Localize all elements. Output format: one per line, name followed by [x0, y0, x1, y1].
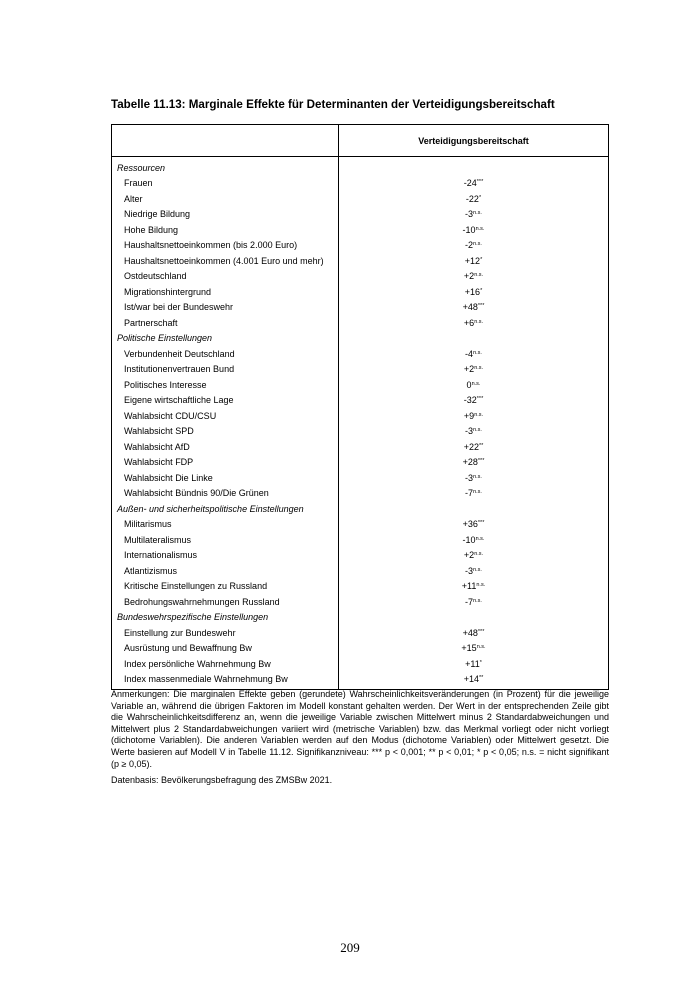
variable-label: Verbundenheit Deutschland	[124, 348, 235, 359]
variable-label: Internationalismus	[124, 550, 198, 561]
table-cell-label	[112, 470, 339, 486]
significance-marker: n.s.	[473, 473, 482, 480]
significance-marker: ***	[477, 628, 485, 635]
significance-marker: n.s.	[475, 535, 485, 542]
significance-marker: n.s.	[474, 272, 484, 279]
table-row	[112, 424, 609, 440]
significance-marker: **	[479, 675, 484, 682]
variable-label: Wahlabsicht CDU/CSU	[124, 410, 217, 421]
significance-marker: n.s.	[474, 365, 484, 372]
table-cell-label	[112, 486, 339, 502]
table-cell-label	[112, 176, 339, 192]
table-cell-value	[339, 300, 609, 316]
table-row	[112, 486, 609, 502]
table-row	[112, 377, 609, 393]
table-row	[112, 579, 609, 595]
significance-marker: n.s.	[473, 597, 482, 604]
table-cell-value	[339, 238, 609, 254]
significance-marker: **	[479, 442, 484, 449]
table-header-empty-cell	[112, 125, 339, 157]
table-row	[112, 222, 609, 238]
significance-marker: ***	[477, 520, 485, 527]
table-row	[112, 517, 609, 533]
group-label: Bundeswehrspezifische Einstellungen	[117, 612, 269, 623]
table-cell-label	[112, 656, 339, 672]
table-cell-label	[112, 362, 339, 378]
table-cell-label	[112, 672, 339, 690]
variable-label: Wahlabsicht SPD	[124, 426, 194, 437]
effect-value: +48	[462, 627, 478, 638]
table-cell-label	[112, 408, 339, 424]
significance-marker: n.s.	[473, 241, 482, 248]
table-cell-value	[339, 269, 609, 285]
table-cell-label	[112, 377, 339, 393]
variable-label: Kritische Einstellungen zu Russland	[124, 581, 268, 592]
variable-label: Wahlabsicht Die Linke	[124, 472, 213, 483]
table-row	[112, 672, 609, 690]
significance-marker: n.s.	[473, 349, 482, 356]
significance-marker: ***	[477, 458, 485, 465]
table-cell-value	[339, 439, 609, 455]
significance-marker: ***	[476, 396, 484, 403]
table-cell-label	[112, 191, 339, 207]
variable-label: Niedrige Bildung	[124, 209, 191, 220]
table-cell-label	[112, 207, 339, 223]
table-cell-label	[112, 157, 339, 176]
effect-value: +36	[462, 519, 478, 530]
table-cell-value	[339, 315, 609, 331]
table-row	[112, 625, 609, 641]
significance-marker: *	[479, 659, 482, 666]
significance-marker: n.s.	[474, 411, 484, 418]
table-cell-label	[112, 315, 339, 331]
page-number: 209	[340, 940, 360, 955]
table-cell-label	[112, 284, 339, 300]
table-header-row	[112, 125, 609, 157]
table-cell-value	[339, 331, 609, 347]
table-cell-label	[112, 455, 339, 471]
table-cell-label	[112, 594, 339, 610]
data-source: Datenbasis: Bevölkerungsbefragung des ZMSBw 2021.	[111, 775, 333, 785]
table-cell-value	[339, 362, 609, 378]
effect-value: +11	[461, 581, 477, 592]
effect-value: -32	[463, 395, 477, 406]
effect-value: -22	[465, 193, 479, 204]
effect-value: +12	[464, 255, 481, 266]
table-cell-value	[339, 408, 609, 424]
effect-value: -2	[465, 240, 474, 251]
table-cell-value	[339, 346, 609, 362]
effect-value: -7	[465, 488, 474, 499]
effect-value: -3	[465, 426, 474, 437]
table-row	[112, 284, 609, 300]
table-cell-label	[112, 625, 339, 641]
variable-label: Einstellung zur Bundeswehr	[124, 627, 236, 638]
effect-value: +28	[462, 457, 478, 468]
effect-value: +48	[462, 302, 478, 313]
variable-label: Multilateralismus	[124, 534, 192, 545]
effect-value: +16	[464, 286, 481, 297]
significance-marker: n.s.	[473, 566, 482, 573]
effect-value: -7	[465, 596, 474, 607]
variable-label: Frauen	[124, 178, 153, 189]
table-row	[112, 300, 609, 316]
group-label: Außen- und sicherheitspolitische Einstellungen	[117, 503, 304, 514]
table-cell-value	[339, 253, 609, 269]
table-notes: Anmerkungen: Die marginalen Effekte geben (gerundete) Wahrscheinlichkeitsveränderungen (in Prozent) für die jeweilige Variable an, während die übrigen Faktoren im Modell konstant gehalten werden. Der Wert in der entsprechenden Zeile gibt die Wahrscheinlichkeitsdifferenz an, wenn die jeweilige Variable zwischen Mittelwert minus 2 Standardabweichungen und Mittelwert plus 2 Standardabweichungen variiert wird (metrische Variablen) bzw. das Merkmal vorliegt oder nicht vorliegt (dichotome Variablen). Die anderen Variablen werden auf den Modus (dichotome Variablen) oder Mittelwert gesetzt. Die Werte basieren auf Modell V in Tabelle 11.12. Signifikanzniveau: *** p < 0,001; ** p < 0,01; * p < 0,05; n.s. = nicht signifikant (p ≥ 0,05).	[111, 689, 609, 769]
significance-marker: *	[480, 287, 483, 294]
table-cell-label	[112, 501, 339, 517]
significance-marker: n.s.	[476, 582, 486, 589]
effect-value: +2	[463, 550, 475, 561]
variable-label: Index massenmediale Wahrnehmung Bw	[124, 674, 288, 685]
significance-marker: n.s.	[473, 489, 482, 496]
table-row	[112, 641, 609, 657]
variable-label: Politisches Interesse	[124, 379, 207, 390]
group-label: Ressourcen	[117, 162, 166, 173]
table-cell-value	[339, 377, 609, 393]
effect-value: +2	[463, 271, 475, 282]
table-row	[112, 656, 609, 672]
table-cell-value	[339, 641, 609, 657]
table-body	[112, 157, 609, 690]
table-cell-label	[112, 253, 339, 269]
effect-value: +11	[465, 658, 480, 669]
table-cell-label	[112, 548, 339, 564]
table-cell-value	[339, 284, 609, 300]
effect-value: +15	[461, 643, 477, 654]
table-row	[112, 238, 609, 254]
significance-marker: n.s.	[473, 427, 482, 434]
effect-value: -4	[465, 348, 474, 359]
variable-label: Haushaltsnettoeinkommen (4.001 Euro und mehr)	[124, 255, 324, 266]
table-cell-value	[339, 176, 609, 192]
variable-label: Ostdeutschland	[124, 271, 187, 282]
table-row	[112, 455, 609, 471]
table-row	[112, 439, 609, 455]
table-group-row	[112, 610, 609, 626]
table-row	[112, 393, 609, 409]
table-cell-label	[112, 269, 339, 285]
group-label: Politische Einstellungen	[117, 333, 213, 344]
significance-marker: n.s.	[474, 551, 484, 558]
significance-marker: n.s.	[471, 380, 481, 387]
table-row	[112, 532, 609, 548]
variable-label: Bedrohungswahrnehmungen Russland	[124, 596, 280, 607]
table-cell-value	[339, 548, 609, 564]
significance-marker: *	[478, 194, 482, 201]
table-cell-value	[339, 579, 609, 595]
variable-label: Wahlabsicht AfD	[124, 441, 190, 452]
table-cell-label	[112, 393, 339, 409]
table-title: Tabelle 11.13: Marginale Effekte für Determinanten der Verteidigungsbereitschaft	[111, 98, 555, 111]
table-row	[112, 408, 609, 424]
variable-label: Partnerschaft	[124, 317, 178, 328]
effect-value: +9	[463, 410, 475, 421]
effect-value: -24	[463, 178, 477, 189]
table-cell-value	[339, 424, 609, 440]
effect-value: -3	[465, 565, 474, 576]
table-row	[112, 253, 609, 269]
table-row	[112, 346, 609, 362]
effect-value: -3	[465, 209, 474, 220]
table-cell-value	[339, 486, 609, 502]
table-row	[112, 470, 609, 486]
variable-label: Institutionenvertrauen Bund	[124, 364, 235, 375]
table-cell-label	[112, 439, 339, 455]
table-cell-value	[339, 610, 609, 626]
table-cell-label	[112, 346, 339, 362]
table-cell-label	[112, 238, 339, 254]
table-cell-label	[112, 532, 339, 548]
significance-marker: n.s.	[474, 318, 484, 325]
table-cell-label	[112, 222, 339, 238]
table-cell-value	[339, 470, 609, 486]
variable-label: Atlantizismus	[124, 565, 178, 576]
table-row	[112, 269, 609, 285]
table-cell-value	[339, 594, 609, 610]
table-row	[112, 315, 609, 331]
table-row	[112, 207, 609, 223]
significance-marker: n.s.	[473, 210, 482, 217]
significance-marker: *	[480, 256, 483, 263]
effect-value: -10	[462, 224, 476, 235]
table-row	[112, 362, 609, 378]
variable-label: Hohe Bildung	[124, 224, 179, 235]
table-cell-label	[112, 331, 339, 347]
table-cell-value	[339, 532, 609, 548]
variable-label: Ist/war bei der Bundeswehr	[124, 302, 234, 313]
table-cell-label	[112, 641, 339, 657]
variable-label: Haushaltsnettoeinkommen (bis 2.000 Euro)	[124, 240, 298, 251]
table-cell-value	[339, 563, 609, 579]
variable-label: Migrationshintergrund	[124, 286, 212, 297]
variable-label: Militarismus	[124, 519, 172, 530]
effect-value: +2	[463, 364, 475, 375]
table-group-row	[112, 157, 609, 176]
significance-marker: n.s.	[476, 644, 486, 651]
table-cell-value	[339, 625, 609, 641]
variable-label: Eigene wirtschaftliche Lage	[124, 395, 234, 406]
table-column-header: Verteidigungsbereitschaft	[339, 125, 609, 157]
table-cell-label	[112, 517, 339, 533]
table-cell-label	[112, 424, 339, 440]
table-cell-value	[339, 393, 609, 409]
variable-label: Index persönliche Wahrnehmung Bw	[124, 658, 271, 669]
variable-label: Ausrüstung und Bewaffnung Bw	[124, 643, 252, 654]
table-group-row	[112, 501, 609, 517]
table-row	[112, 563, 609, 579]
table-cell-label	[112, 563, 339, 579]
table-row	[112, 176, 609, 192]
table-group-row	[112, 331, 609, 347]
table-cell-value	[339, 656, 609, 672]
variable-label: Alter	[124, 193, 143, 204]
table-cell-label	[112, 610, 339, 626]
table-row	[112, 548, 609, 564]
variable-label: Wahlabsicht FDP	[124, 457, 194, 468]
effect-value: +14	[463, 674, 479, 685]
table-cell-value	[339, 191, 609, 207]
table-cell-label	[112, 579, 339, 595]
effect-value: +22	[463, 441, 479, 452]
table-row	[112, 594, 609, 610]
table-cell-value	[339, 501, 609, 517]
variable-label: Wahlabsicht Bündnis 90/Die Grünen	[124, 488, 269, 499]
effect-value: 0	[466, 379, 472, 390]
significance-marker: n.s.	[475, 225, 485, 232]
table-cell-value	[339, 672, 609, 690]
table-cell-value	[339, 517, 609, 533]
significance-marker: ***	[476, 179, 484, 186]
table-row	[112, 191, 609, 207]
effect-value: -10	[462, 534, 476, 545]
effect-value: -3	[465, 472, 474, 483]
table-cell-label	[112, 300, 339, 316]
marginal-effects-table	[111, 124, 609, 690]
table-cell-value	[339, 157, 609, 176]
significance-marker: ***	[477, 303, 485, 310]
table-cell-value	[339, 222, 609, 238]
effect-value: +6	[463, 317, 475, 328]
table-cell-value	[339, 207, 609, 223]
table-cell-value	[339, 455, 609, 471]
